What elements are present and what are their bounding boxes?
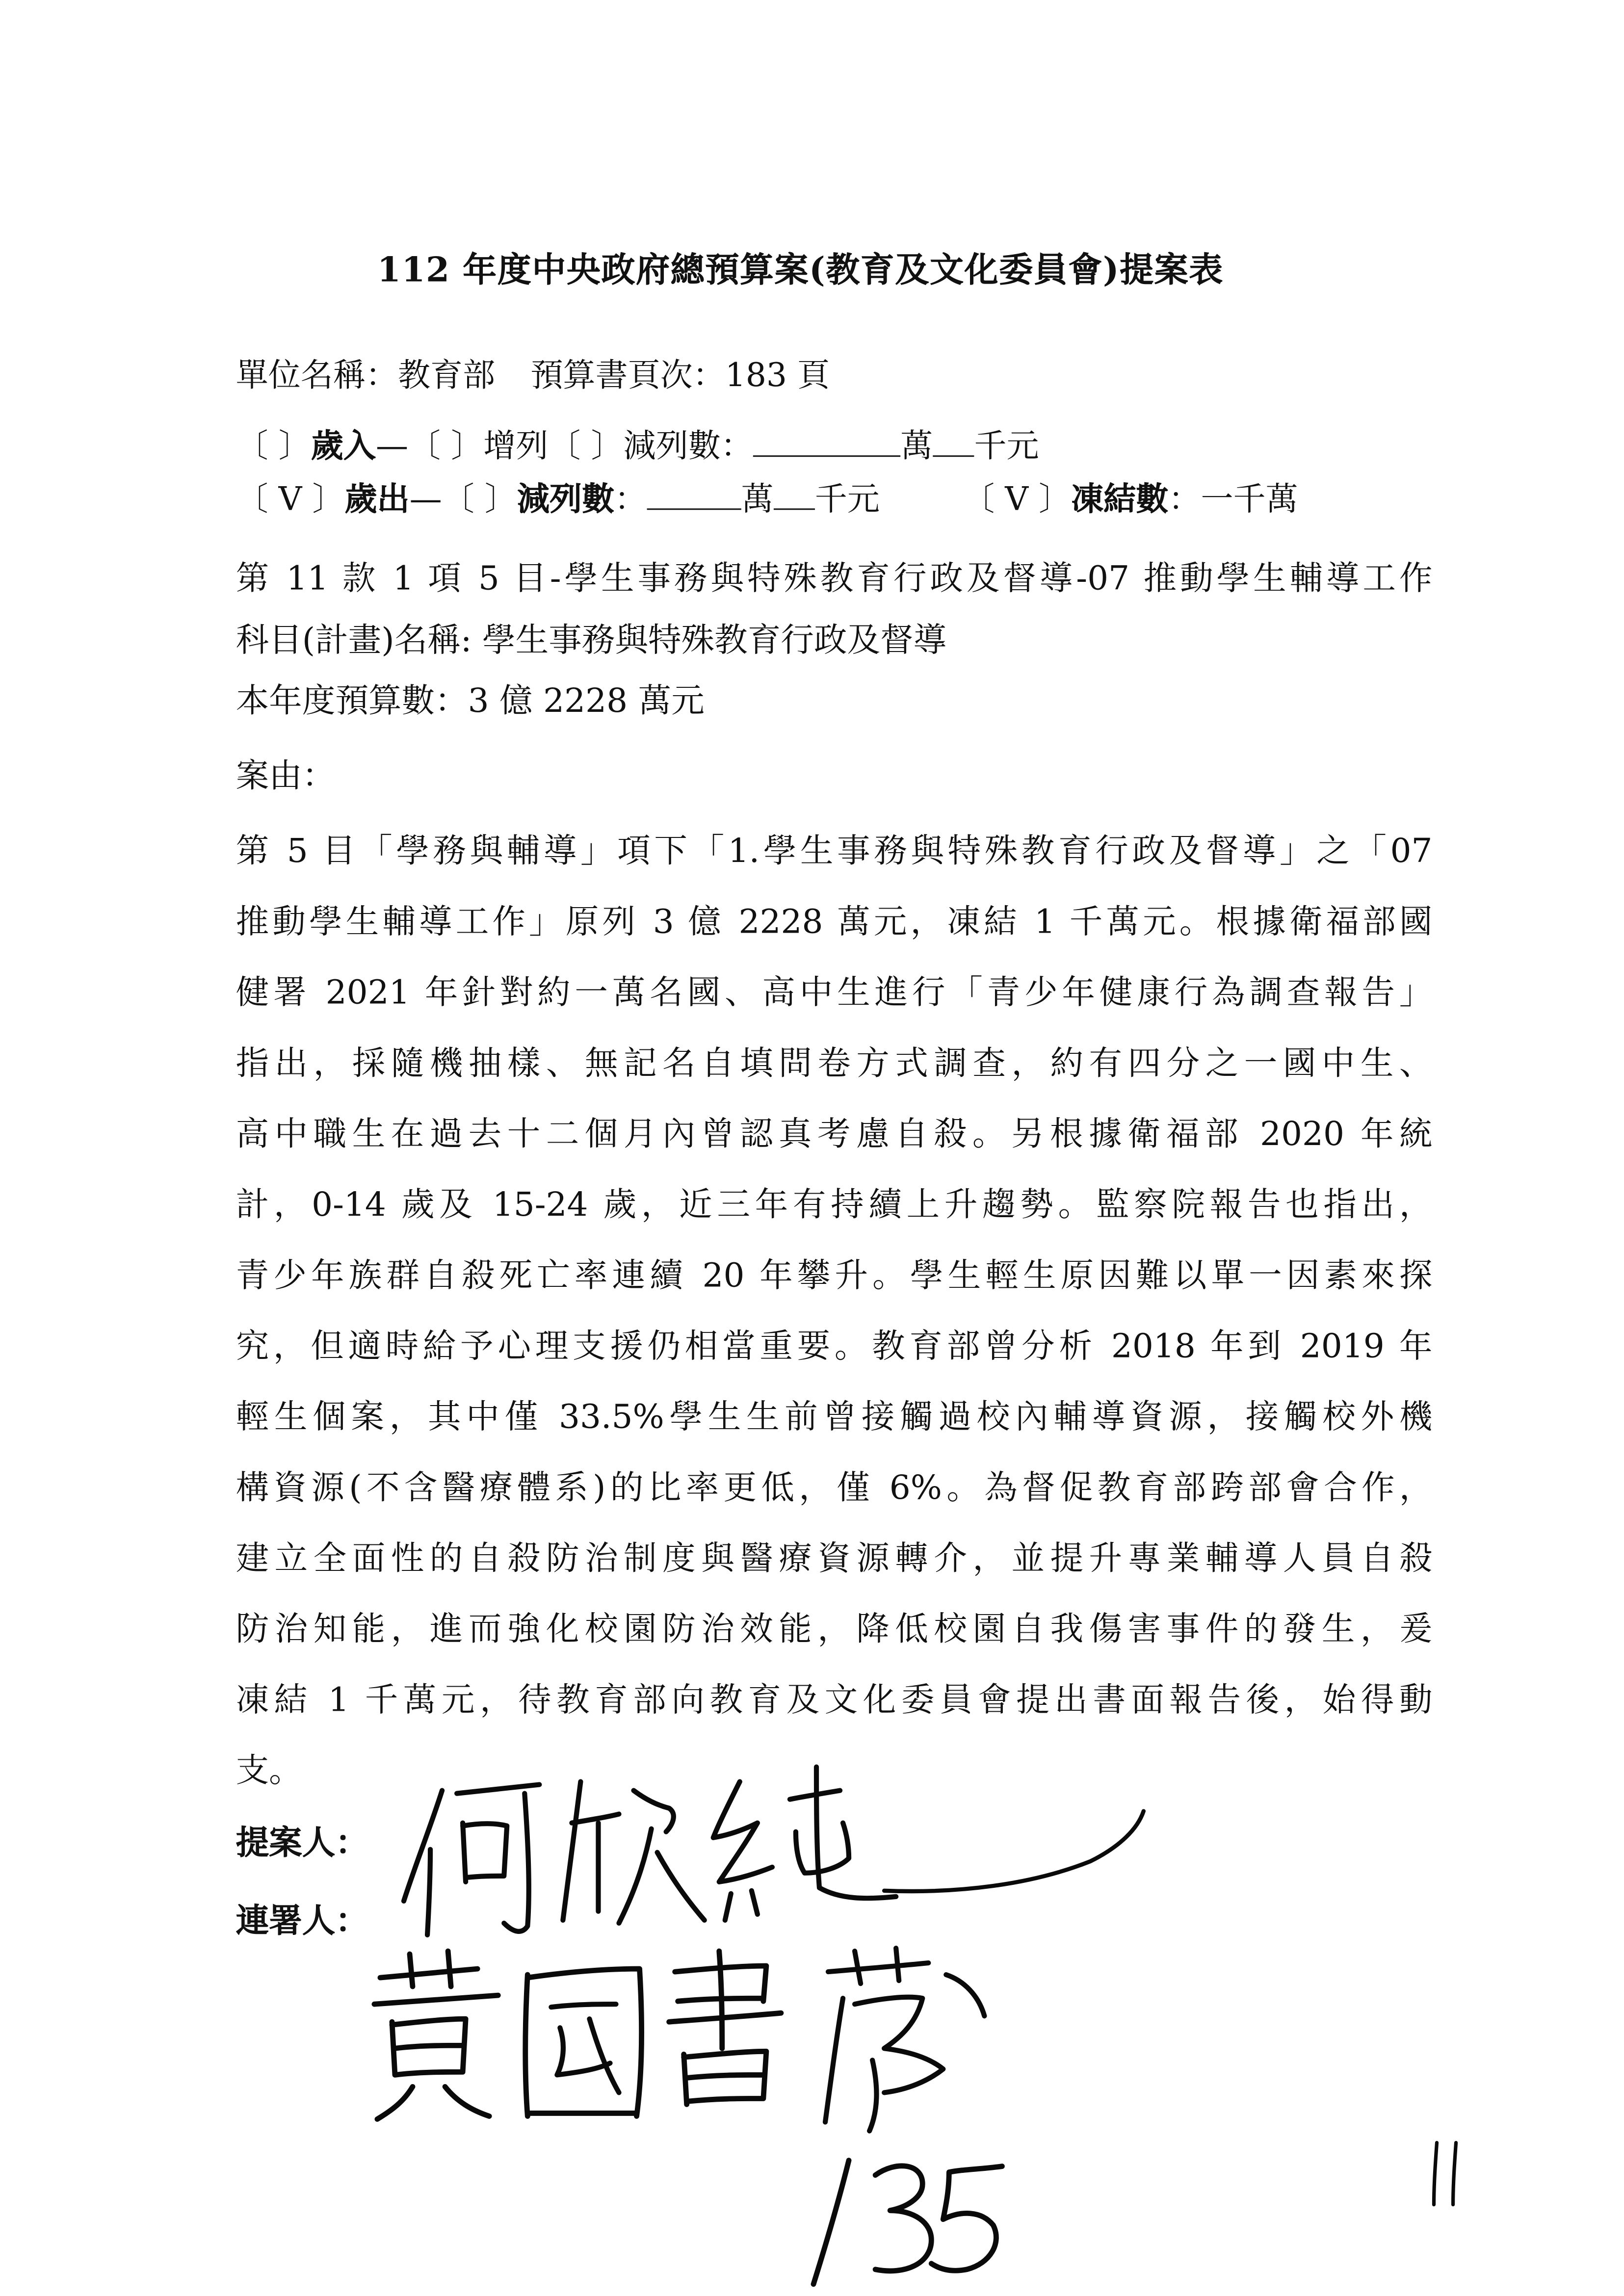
freeze-label: 凍結數 [1071,480,1169,519]
revenue-wan: 萬 [900,429,933,466]
unit-name: 單位名稱：教育部 [236,358,496,395]
reason-line: 輕生個案，其中僅 33.5%學生生前曾接觸過校內輔導資源，接觸校外機 [236,1398,1433,1437]
subject-line: 科目(計畫)名稱: 學生事務與特殊教育行政及督導 [236,622,947,660]
page-mark-11 [1423,2137,1467,2211]
expenditure-line [236,482,1298,517]
reason-line: 第 5 目「學務與輔導」項下「1.學生事務與特殊教育行政及督導」之「07 [236,833,1433,871]
reason-line: 健署 2021 年針對約一萬名國、高中生進行「青少年健康行為調查報告」 [236,974,1433,1013]
stamp-number-135 [808,2152,1014,2292]
expenditure-dash: —〔 〕 [409,482,517,519]
budget-line: 本年度預算數：3 億 2228 萬元 [236,682,705,721]
reason-line: 防治知能，進而強化校園防治效能，降低校園自我傷害事件的發生，爰 [236,1611,1433,1649]
reason-line: 青少年族群自殺死亡率連續 20 年攀升。學生輕生原因難以單一因素來探 [236,1257,1433,1296]
cosigner-label: 連署人： [236,1902,368,1941]
expenditure-colon: ： [614,482,647,519]
proposer-signature [398,1747,1164,1946]
revenue-checkbox: 〔 〕 [236,429,311,466]
reason-line: 構資源(不含醫療體系)的比率更低，僅 6%。為督促教育部跨部會合作， [236,1469,1433,1508]
expenditure-amount-blank [647,482,741,510]
revenue-amount-blank [753,429,900,457]
reason-line: 推動學生輔導工作」原列 3 億 2228 萬元，凍結 1 千萬元。根據衛福部國 [236,903,1433,942]
reason-line: 究，但適時給予心理支援仍相當重要。教育部曾分析 2018 年到 2019 年 [236,1328,1433,1366]
expenditure-thousand-blank [774,482,815,510]
reason-line: 凍結 1 千萬元，待教育部向教育及文化委員會提出書面報告後，始得動 [236,1681,1433,1720]
revenue-options: —〔 〕增列〔 〕減列數： [375,429,753,466]
expenditure-label: 歲出 [344,480,410,519]
freeze-checkbox: 〔 V 〕 [962,482,1072,519]
expenditure-checkbox: 〔 V 〕 [236,482,345,519]
reason-line: 指出，採隨機抽樣、無記名自填問卷方式調查，約有四分之一國中生、 [236,1044,1433,1083]
reason-line: 建立全面性的自殺防治制度與醫療資源轉介，並提升專業輔導人員自殺 [236,1539,1433,1579]
revenue-label: 歲入 [311,427,376,466]
revenue-line [236,429,1039,464]
reason-line: 高中職生在過去十二個月內曾認真考慮自殺。另根據衛福部 2020 年統 [236,1115,1433,1154]
expenditure-qianyuan: 千元 [814,482,880,519]
unit-line [236,358,830,395]
reason-line: 計，0-14 歲及 15-24 歲，近三年有持續上升趨勢。監察院報告也指出， [236,1186,1433,1225]
cosigner-signatures [368,1945,1017,2137]
expenditure-wan: 萬 [741,482,774,519]
item-line: 第 11 款 1 項 5 目-學生事務與特殊教育行政及督導-07 推動學生輔導工作 [236,560,1433,599]
proposer-label: 提案人： [236,1824,368,1863]
reason-last-line: 支。 [236,1752,302,1791]
reason-label: 案由： [236,757,336,796]
budget-page: 預算書頁次：183 頁 [530,358,830,395]
document-title: 112 年度中央政府總預算案(教育及文化委員會)提案表 [377,250,1224,290]
expenditure-reduce-label: 減列數 [517,480,615,519]
revenue-qianyuan: 千元 [974,429,1039,466]
freeze-value: ：一千萬 [1168,482,1298,519]
revenue-thousand-blank [933,429,974,457]
